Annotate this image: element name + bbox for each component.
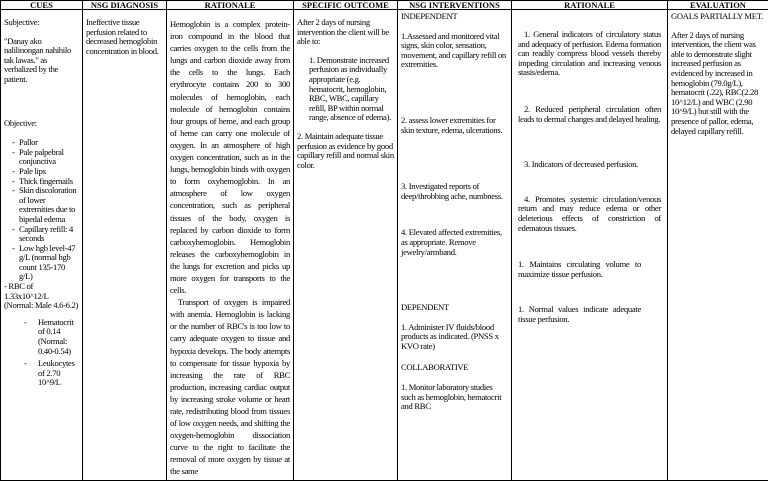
objective-label: Objective: <box>4 119 79 129</box>
rationale-para-1: Hemoglobin is a complex protein-iron compound in the blood that carries oxygen to the cells from the lungs and carbon dioxide away from the cells to the lungs. Each erythrocyte contains 200 to 300 molecules of hemoglobin, each molecule of hemoglobin contains four groups of heme, and each group of heme can carry one molecule of oxygen. In an atmosphere of high oxygen concentration, such as in the lungs, hemoglobin binds with oxygen to form oxyhemoglobin. In an atmosphere of low oxygen concentration, such as peripheral tissues of the body, oxygen is replaced by carbon dioxide to form carboxyhemoglobin. Hemoglobin releases the carboxyhemoglobin in the lungs for excretion and picks up more oxygen for transports to the cells. <box>170 18 290 296</box>
list-item: - Thick fingernails <box>12 177 79 187</box>
rationale-2-item-2: 2. Reduced peripheral circulation often leads to dermal changes and delayed healing. <box>518 105 661 124</box>
rationale-para-2: Transport of oxygen is impaired with anemia. Hemoglobin is lacking or the number of RBC's is too low to carry adequate oxygen to tissue and hypoxia develops. The body attempts to compensate for tissue hypoxia by increasing the rate of RBC production, increasing cardiac output by increasing stroke volume or heart rate, redistributing blood from tissues of low oxygen needs, and shifting the oxygen-hemoglobin dissociation curve to the right to facilitate the removal of more oxygen by tissue at the same <box>170 296 290 477</box>
list-item: - Capillary refill: 4 seconds <box>12 225 79 244</box>
header-rationale: RATIONALE <box>167 1 294 10</box>
list-item: - Pale lips <box>12 167 79 177</box>
rationale-2-item-1: 1. General indicators of circulatory status and adequacy of perfusion. Edema formation can readily compress blood vessels thereby impeding circulation and increasing venous stasis/edema. <box>518 30 661 78</box>
header-cues: CUES <box>1 1 83 10</box>
interventions-cell <box>398 10 512 481</box>
header-nsg-diagnosis: NSG DIAGNOSIS <box>83 1 167 10</box>
dependent-1: 1. Administer IV fluids/blood products as indicated. (PNSS x KVO rate) <box>401 323 508 352</box>
list-item: - Pale palpebral conjunctiva <box>12 148 79 167</box>
collaborative-label: COLLABORATIVE <box>401 363 508 373</box>
lab-sub-list <box>4 318 79 388</box>
independent-label: INDEPENDENT <box>401 12 508 22</box>
outcome-intro: After 2 days of nursing intervention the client will be able to: <box>297 18 394 47</box>
outcome-cell <box>294 10 398 481</box>
outcome-item-2: 2. Maintain adequate tissue perfusion as evidence by good capillary refill and normal skin color. <box>297 132 394 170</box>
intervention-4: 4. Elevated affected extremities, as appropriate. Remove jewelry/armband. <box>401 228 508 257</box>
list-item: - Low hgb level-47 g/L (normal hgb count 135-170 g/L) <box>12 244 79 282</box>
list-item: - Skin discoloration of lower extremities due to bipedal edema <box>12 186 79 224</box>
intervention-1: 1.Assessed and monitored vital signs, skin color, sensation, movement, and capillary refill on extremities. <box>401 32 508 70</box>
header-specific-outcome: SPECIFIC OUTCOME <box>294 1 398 10</box>
rbc-value: - RBC of 1.33x10^12/L (Normal: Male 4.6-6.2) <box>4 282 79 311</box>
header-evaluation: EVALUATION <box>668 1 768 10</box>
collaborative-1: 1. Monitor laboratory studies such as hemoglobin, hematocrit and RBC <box>401 383 508 412</box>
outcome-item-1: 1. Demonstrate increased perfusion as individually appropriate (e.g. hematocrit, hemoglobin, RBC, WBC, capillary refill, BP within normal range, absence of edema). <box>297 56 394 123</box>
cues-cell <box>1 10 83 481</box>
content-row <box>1 10 768 481</box>
rationale-2-item-6: 1. Normal values indicate adequate tissue perfusion. <box>518 305 661 324</box>
evaluation-status: GOALS PARTIALLY MET. <box>671 12 765 22</box>
objective-list <box>4 138 79 282</box>
intervention-2: 2. assess lower extremities for skin texture, edema, ulcerations. <box>401 116 508 135</box>
rationale-2-item-5: 1. Maintains circulating volume to maximize tissue perfusion. <box>518 260 661 279</box>
subjective-quote: "Danay ako nalilinongan nahihilo tak lawas." as verbalized by the patient. <box>4 37 79 85</box>
dependent-label: DEPENDENT <box>401 303 508 313</box>
list-item: - Leukocytes of 2.70 10^9/L <box>24 359 79 388</box>
diagnosis-cell <box>83 10 167 481</box>
diagnosis-text: Ineffective tissue perfusion related to decreased hemoglobin concentration in blood. <box>86 18 163 56</box>
rationale-2-item-4: 4. Promotes systemic circulation/venous return and may reduce edema or other deleterious effects of constriction of edematous tissues. <box>518 195 661 233</box>
evaluation-cell <box>668 10 768 481</box>
evaluation-text: After 2 days of nursing intervention, the client was able to demonstrate slight increased perfusion as evidenced by increased in hemoglobin (79.0g/L), hematocrit (.22), RBC(2.28 10^12/L) and WBC (2.90 10^9/L) but still with the presence of pallor, edema, delayed capillary refill. <box>671 31 765 137</box>
header-row <box>1 1 768 10</box>
rationale-2-cell <box>512 10 668 481</box>
header-rationale-2: RATIONALE <box>512 1 668 10</box>
header-nsg-interventions: NSG INTERVENTIONS <box>398 1 512 10</box>
list-item: - Pallor <box>12 138 79 148</box>
intervention-3: 3. Investigated reports of deep/throbbing ache, numbness. <box>401 182 508 201</box>
list-item: - Hematocrit of 0.14 (Normal: 0.40-0.54) <box>24 318 79 356</box>
rationale-cell <box>167 10 294 481</box>
rationale-2-item-3: 3. Indicators of decreased perfusion. <box>518 160 661 170</box>
subjective-label: Subjective: <box>4 18 79 28</box>
